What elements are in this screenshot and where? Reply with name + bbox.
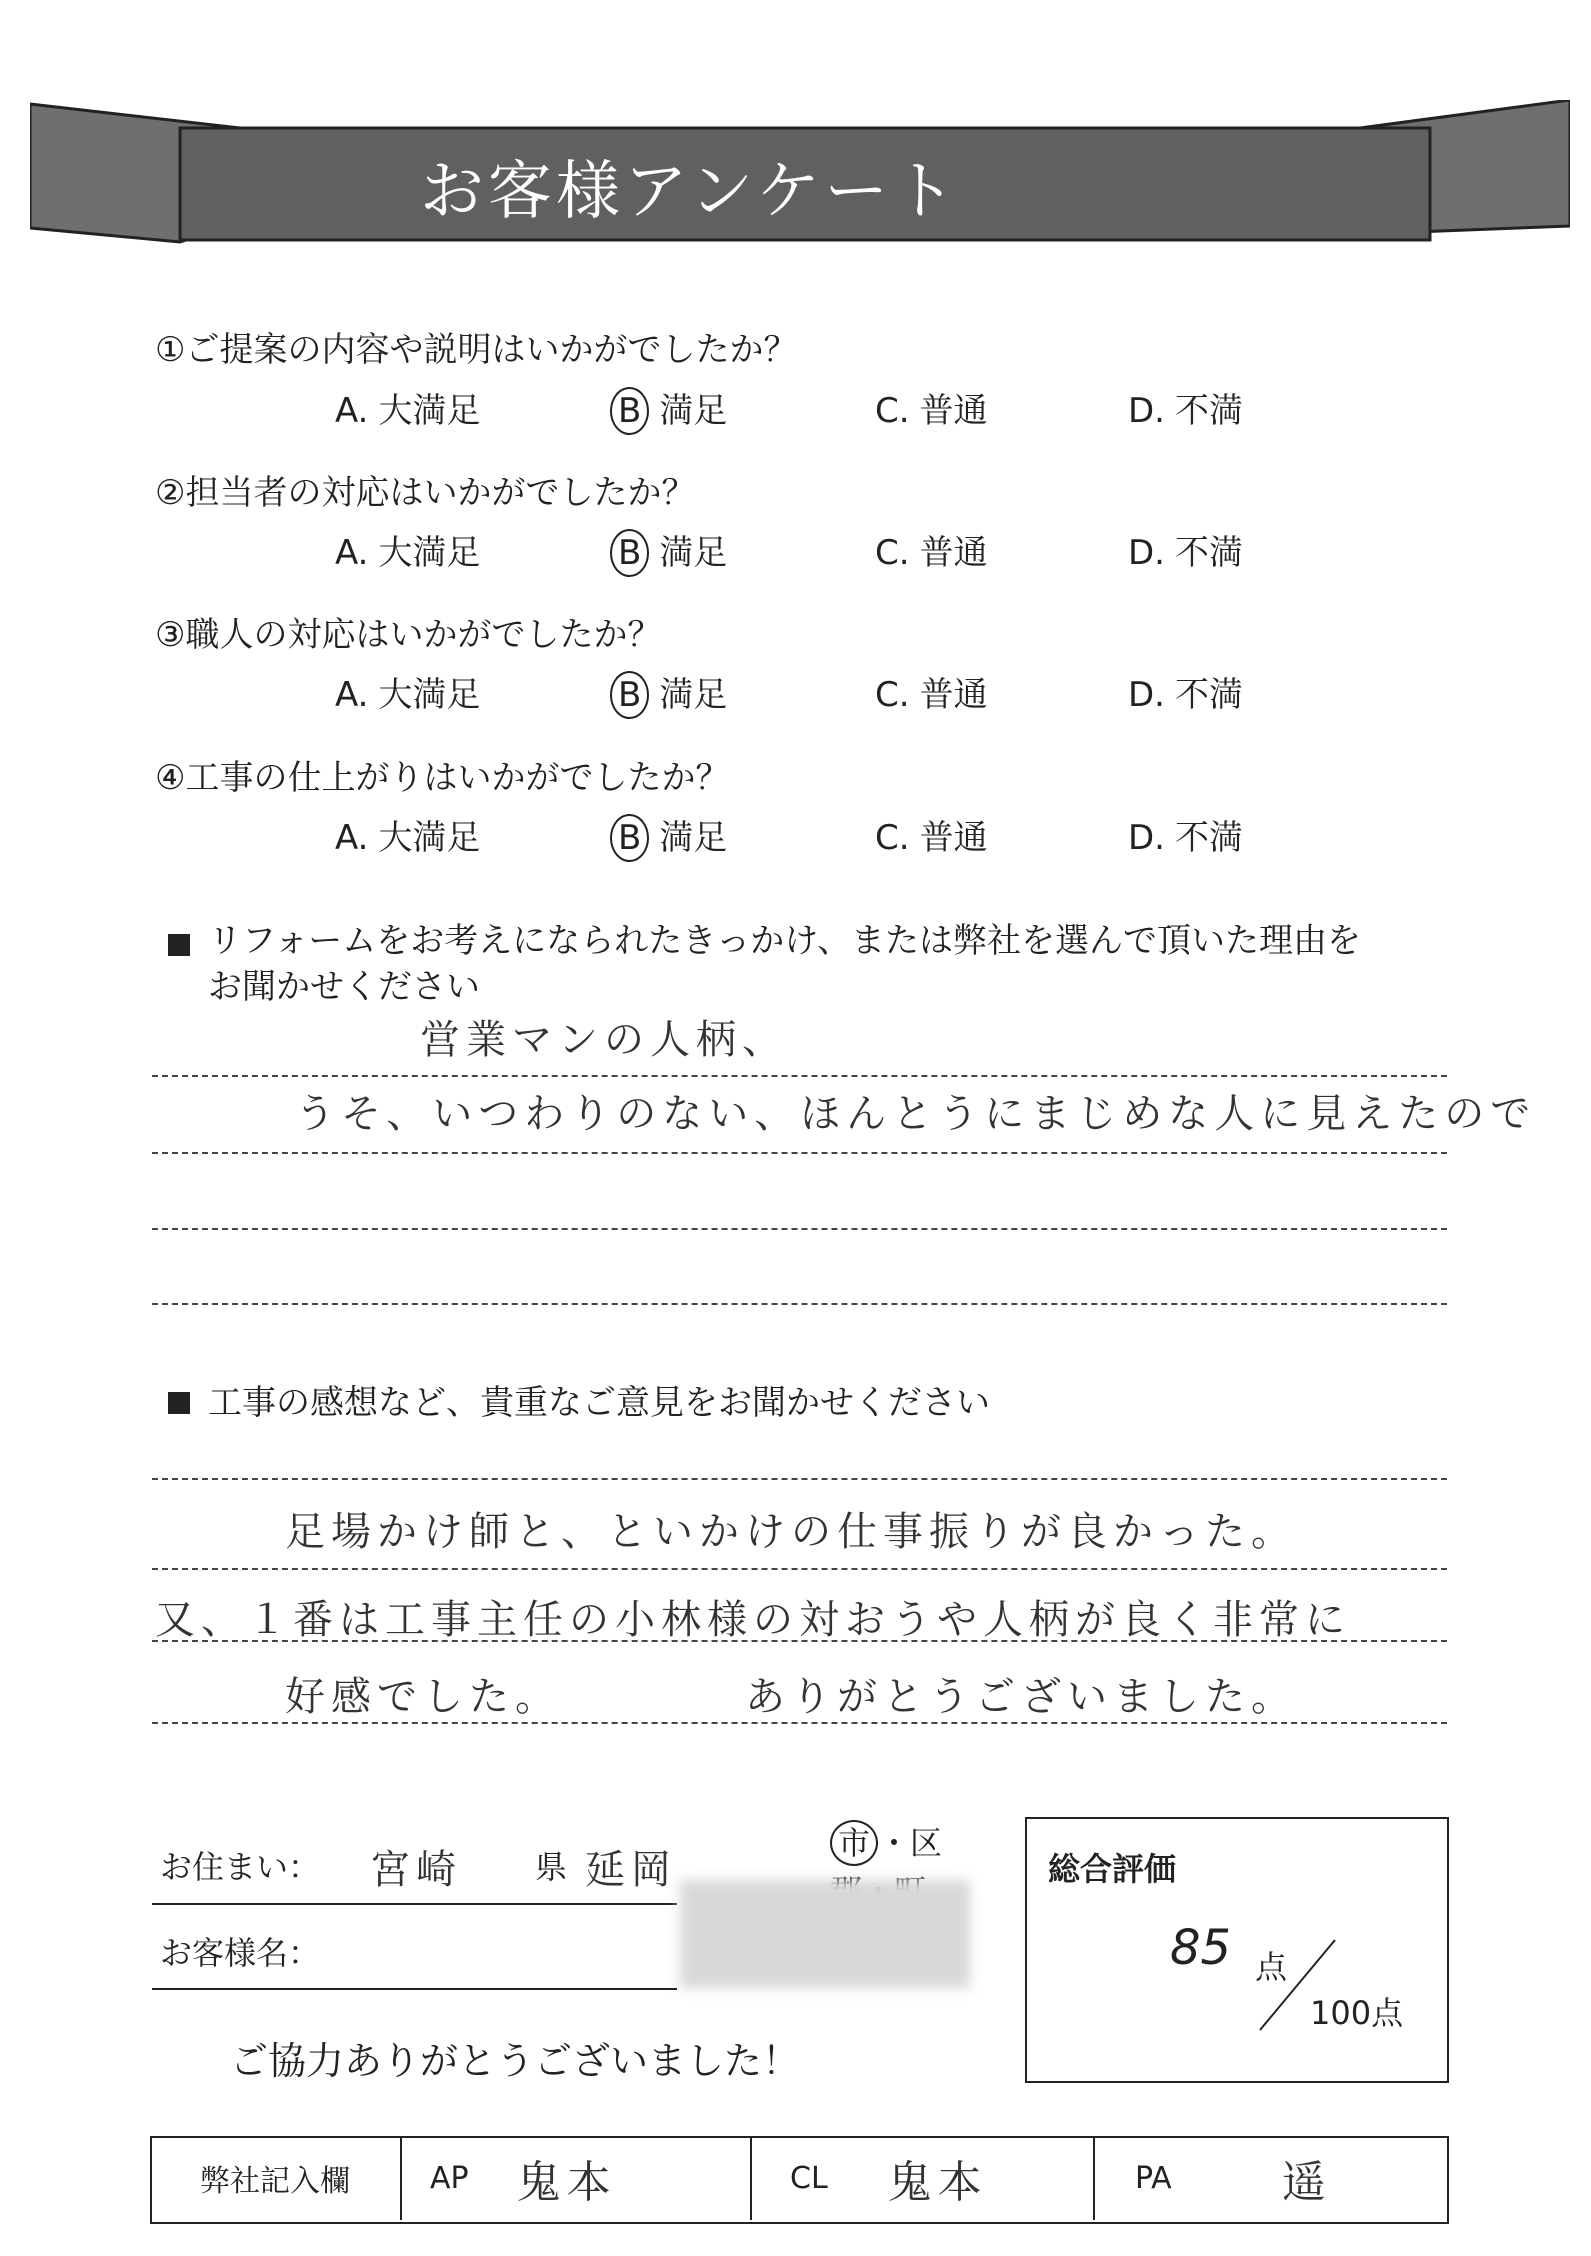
office-pa-value: 遥 xyxy=(1281,2157,1332,2208)
option-text: 不満 xyxy=(1175,391,1243,431)
handwritten-answer-1a: 営業マンの人柄、 xyxy=(420,1017,788,1063)
q2-option-c[interactable] xyxy=(875,525,988,574)
option-text: 不満 xyxy=(1175,818,1243,858)
address-shi: 市 xyxy=(830,1820,878,1866)
dashed-line xyxy=(152,1075,1447,1077)
option-text: 不満 xyxy=(1175,533,1243,573)
q4-option-b[interactable] xyxy=(610,810,727,862)
option-letter: A. xyxy=(335,391,369,431)
q2-option-d[interactable] xyxy=(1128,525,1243,574)
office-ap-value: 鬼本 xyxy=(516,2157,617,2208)
option-text: 大満足 xyxy=(378,391,481,431)
address-shi-ku xyxy=(830,1818,942,1864)
option-letter: A. xyxy=(335,818,369,858)
q3-option-d[interactable] xyxy=(1128,667,1243,716)
option-text: 不満 xyxy=(1175,675,1243,715)
option-letter: C. xyxy=(875,818,910,858)
handwritten-answer-2d: ありがとうございました。 xyxy=(745,1674,1297,1720)
option-text: 普通 xyxy=(919,391,988,431)
office-label-cell xyxy=(150,2136,402,2220)
address-label: お住まい： xyxy=(160,1848,321,1886)
q1-option-d[interactable] xyxy=(1128,383,1243,432)
handwritten-answer-2c: 好感でした。 xyxy=(285,1674,561,1720)
option-text: 大満足 xyxy=(378,818,481,858)
option-text: 大満足 xyxy=(378,675,481,715)
option-letter: B xyxy=(610,529,649,577)
section1-title: リフォームをお考えになられたきっかけ、または弊社を選んで頂いた理由を お聞かせください xyxy=(208,921,1361,1007)
question-3: ③職人の対応はいかがでしたか？ xyxy=(155,615,662,655)
bullet-square xyxy=(168,934,190,956)
dashed-line xyxy=(152,1478,1447,1480)
office-ap-label: AP xyxy=(430,2160,469,2196)
office-label: 弊社記入欄 xyxy=(200,2164,350,2199)
option-text: 普通 xyxy=(919,675,988,715)
handwritten-answer-2b: 又、１番は工事主任の小林様の対おうや人柄が良く非常に xyxy=(155,1597,1351,1643)
dashed-line xyxy=(152,1640,1447,1642)
option-text: 普通 xyxy=(919,533,988,573)
option-letter: D. xyxy=(1128,675,1165,715)
q1-option-b[interactable] xyxy=(610,383,727,435)
address-ku: ・区 xyxy=(878,1824,943,1862)
office-cl-cell xyxy=(752,2136,1095,2220)
option-text: 満足 xyxy=(659,533,728,573)
option-letter: D. xyxy=(1128,533,1165,573)
dashed-line xyxy=(152,1303,1447,1305)
question-2: ②担当者の対応はいかがでしたか？ xyxy=(155,473,696,513)
option-text: 普通 xyxy=(919,818,988,858)
rating-max: 100点 xyxy=(1310,1994,1404,2032)
page-title: お客様アンケート xyxy=(419,155,961,229)
address-prefecture: 宮崎 xyxy=(370,1847,462,1893)
option-letter: C. xyxy=(875,533,910,573)
address-underline xyxy=(152,1903,677,1905)
office-cl-value: 鬼本 xyxy=(887,2157,988,2208)
rating-ten: 点 xyxy=(1255,1948,1288,1986)
office-pa-label: PA xyxy=(1135,2160,1172,2196)
handwritten-answer-2a: 足場かけ師と、といかけの仕事振りが良かった。 xyxy=(285,1509,1297,1555)
option-text: 満足 xyxy=(659,391,728,431)
q4-option-d[interactable] xyxy=(1128,810,1243,859)
address-city: 延岡 xyxy=(585,1847,677,1893)
q4-option-c[interactable] xyxy=(875,810,988,859)
customer-underline xyxy=(152,1988,677,1990)
q4-option-a[interactable] xyxy=(335,810,480,859)
section2-title: 工事の感想など、貴重なご意見をお聞かせください xyxy=(208,1383,990,1423)
option-letter: B xyxy=(610,814,649,862)
office-ap-cell xyxy=(402,2136,752,2220)
rating-score: 85 xyxy=(1170,1920,1232,1976)
option-text: 大満足 xyxy=(378,533,481,573)
q3-option-b[interactable] xyxy=(610,667,727,719)
question-4: ④工事の仕上がりはいかがでしたか？ xyxy=(155,758,730,798)
thanks-message: ご協力ありがとうございました！ xyxy=(230,2039,801,2083)
option-letter: B xyxy=(610,671,649,719)
rating-label: 総合評価 xyxy=(1048,1850,1177,1888)
option-text: 満足 xyxy=(659,818,728,858)
option-letter: C. xyxy=(875,675,910,715)
q3-option-a[interactable] xyxy=(335,667,480,716)
q2-option-a[interactable] xyxy=(335,525,480,574)
customer-label: お客様名： xyxy=(160,1934,321,1972)
dashed-line xyxy=(152,1152,1447,1154)
dashed-line xyxy=(152,1722,1447,1724)
bullet-square xyxy=(168,1392,190,1414)
handwritten-answer-1b: うそ、いつわりのない、ほんとうにまじめな人に見えたので xyxy=(295,1091,1537,1137)
office-pa-cell xyxy=(1095,2136,1445,2220)
customer-name-redacted xyxy=(680,1880,970,1988)
dashed-line xyxy=(152,1228,1447,1230)
option-letter: A. xyxy=(335,533,369,573)
option-letter: A. xyxy=(335,675,369,715)
option-letter: D. xyxy=(1128,391,1165,431)
dashed-line xyxy=(152,1568,1447,1570)
q2-option-b[interactable] xyxy=(610,525,727,577)
q1-option-c[interactable] xyxy=(875,383,988,432)
address-ken: 県 xyxy=(535,1848,568,1886)
option-letter: C. xyxy=(875,391,910,431)
q3-option-c[interactable] xyxy=(875,667,988,716)
q1-option-a[interactable] xyxy=(335,383,480,432)
option-letter: B xyxy=(610,387,649,435)
option-letter: D. xyxy=(1128,818,1165,858)
option-text: 満足 xyxy=(659,675,728,715)
question-1: ①ご提案の内容や説明はいかがでしたか？ xyxy=(155,330,798,370)
office-cl-label: CL xyxy=(790,2160,828,2196)
